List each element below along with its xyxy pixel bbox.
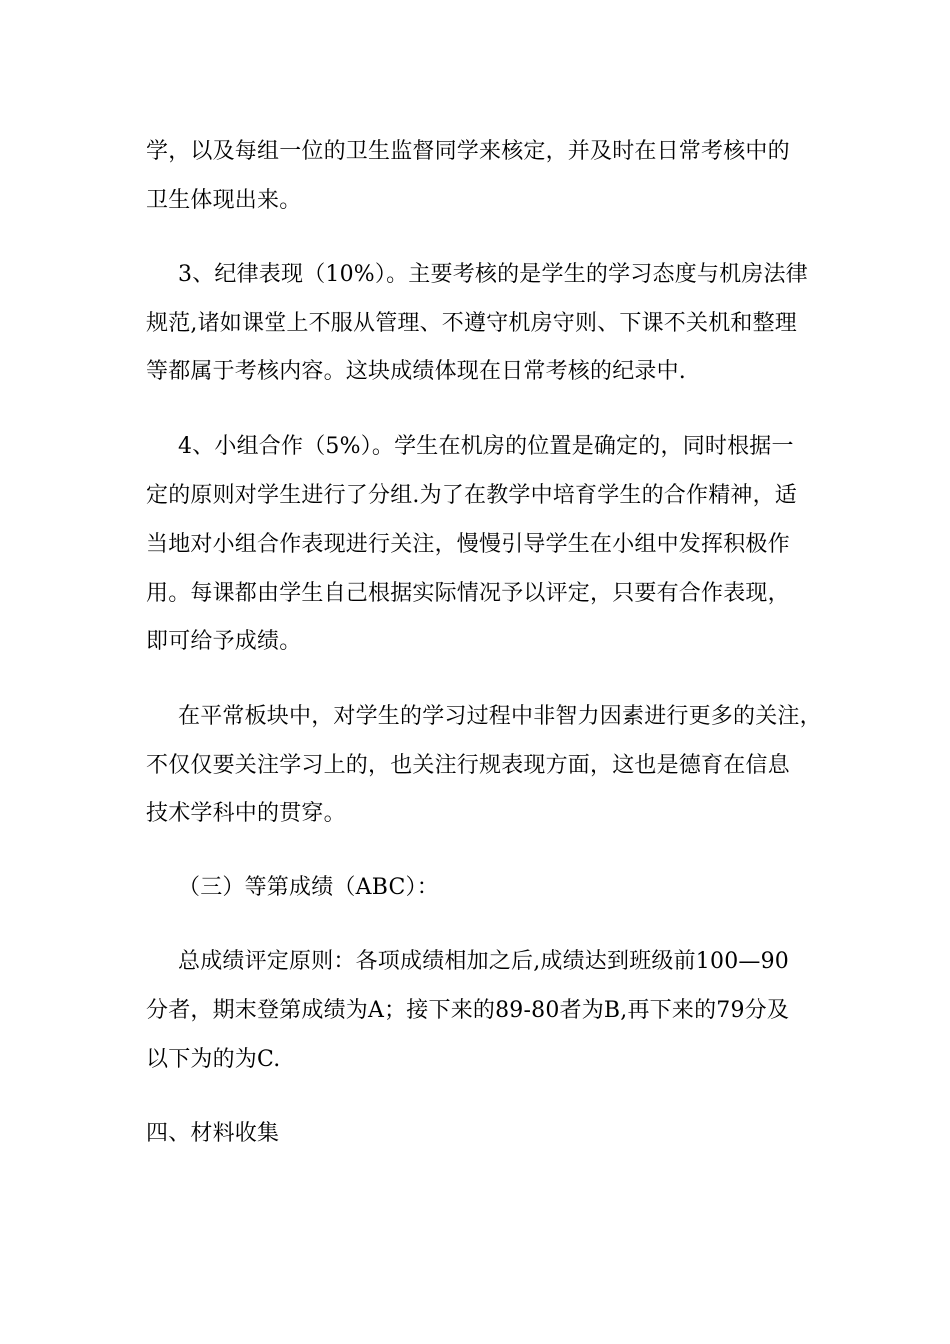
paragraph-line: 卫生体现出来。 <box>146 188 302 213</box>
paragraph-line: 用。每课都由学生自己根据实际情况予以评定，只要有合作表现， <box>146 581 790 606</box>
paragraph-line: 分者，期末登第成绩为A；接下来的89-80者为B,再下来的79分及 <box>146 998 790 1023</box>
section-heading: 四、材料收集 <box>146 1121 280 1146</box>
paragraph-line: 在平常板块中，对学生的学习过程中非智力因素进行更多的关注， <box>178 704 822 729</box>
paragraph-line: 总成绩评定原则：各项成绩相加之后,成绩达到班级前100—90 <box>178 949 789 974</box>
paragraph-line: 不仅仅要关注学习上的，也关注行规表现方面，这也是德育在信息 <box>146 753 790 778</box>
paragraph-line: 技术学科中的贯穿。 <box>146 801 346 826</box>
paragraph-line: 即可给予成绩。 <box>146 629 302 654</box>
paragraph-line: 4、小组合作（5%）。学生在机房的位置是确定的，同时根据一 <box>178 434 794 459</box>
paragraph-line: 规范,诸如课堂上不服从管理、不遵守机房守则、下课不关机和整理 <box>146 311 797 336</box>
section-heading: （三）等第成绩（ABC）： <box>178 875 439 900</box>
paragraph-line: 学，以及每组一位的卫生监督同学来核定，并及时在日常考核中的 <box>146 139 790 164</box>
paragraph-line: 以下为的为C. <box>146 1047 281 1072</box>
paragraph-line: 3、纪律表现（10%）。主要考核的是学生的学习态度与机房法律 <box>178 262 808 287</box>
paragraph-line: 定的原则对学生进行了分组.为了在教学中培育学生的合作精神，适 <box>146 483 797 508</box>
paragraph-line: 当地对小组合作表现进行关注，慢慢引导学生在小组中发挥积极作 <box>146 532 790 557</box>
paragraph-line: 等都属于考核内容。这块成绩体现在日常考核的纪录中. <box>146 359 686 384</box>
